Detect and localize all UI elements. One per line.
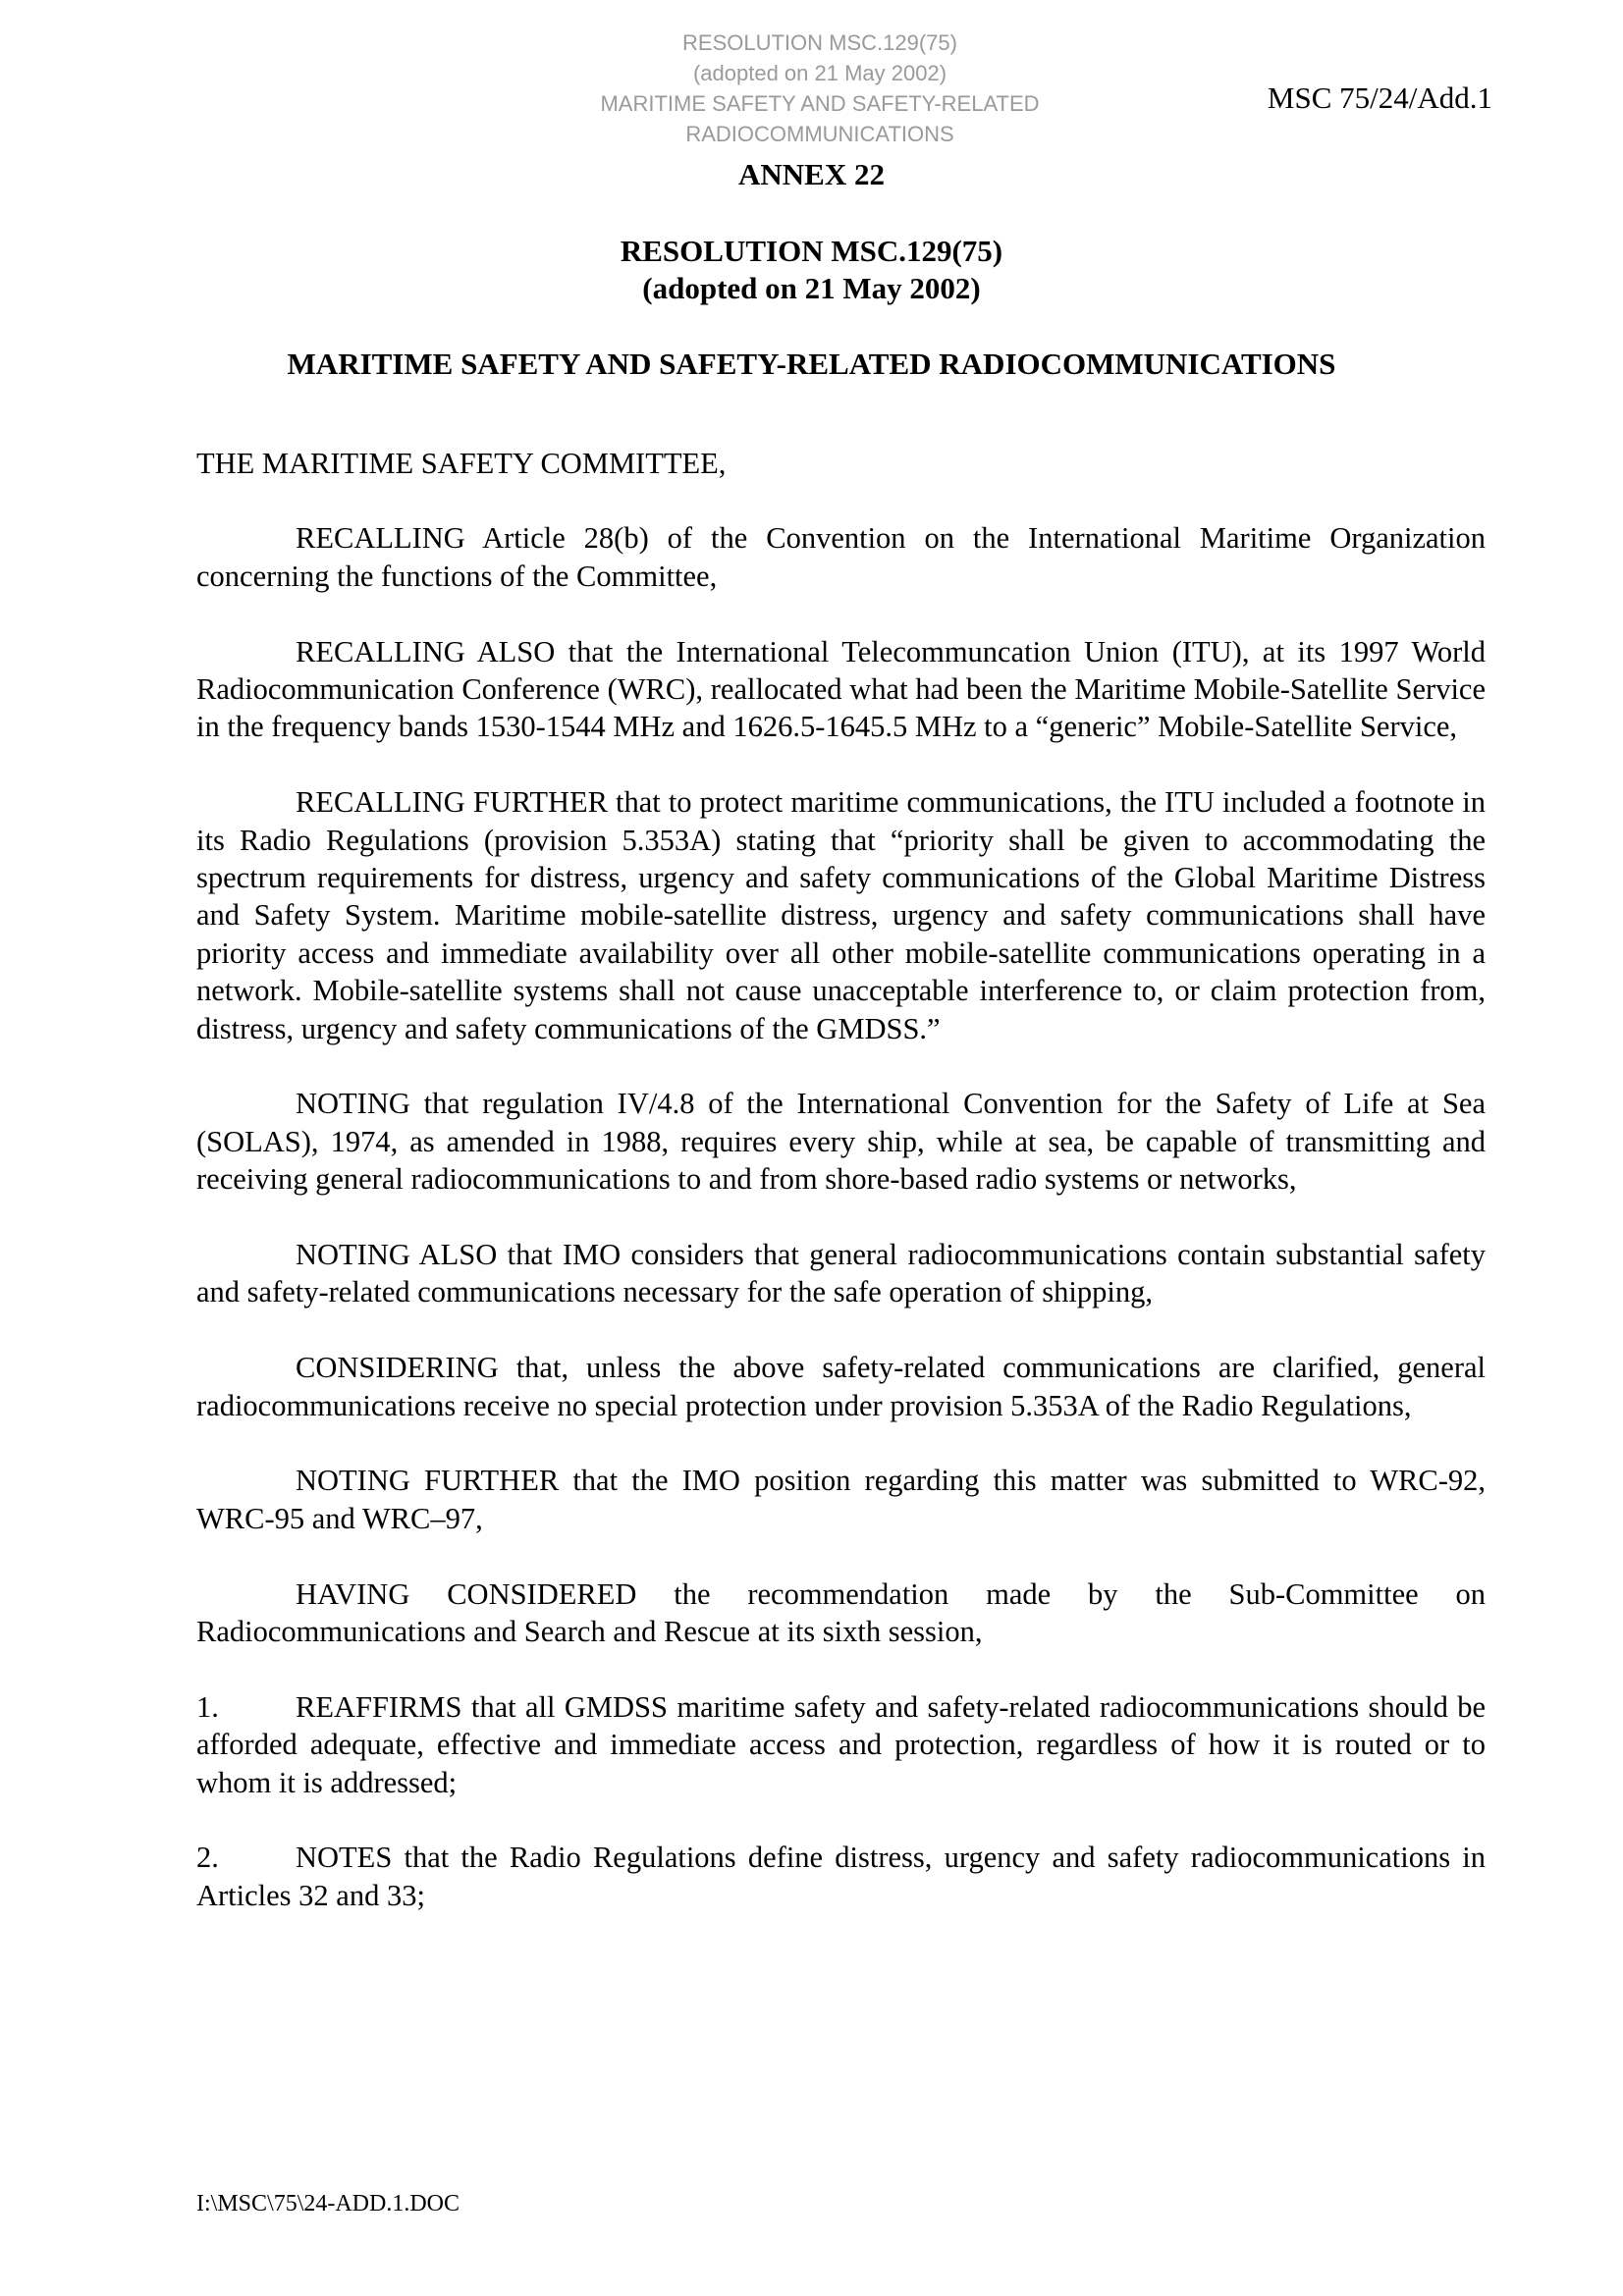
running-header-line: RESOLUTION MSC.129(75): [682, 30, 957, 55]
resolution-title: RESOLUTION MSC.129(75): [620, 234, 1003, 268]
preamble-paragraph: NOTING that regulation IV/4.8 of the International Convention for the Safety of Life at Sea (SOLAS), 1974, as amended in 1988, requires every ship, while at sea, be capable of transmitting and receiving general radiocommunications to and from shore-based radio systems or networks,: [196, 1087, 1486, 1197]
preamble-paragraph: RECALLING ALSO that the International Telecommuncation Union (ITU), at its 1997 World Radiocommunication Conference (WRC), reallocated what had been the Maritime Mobile-Satellite Service in the frequency bands 1530-1544 MHz and 1626.5-1645.5 MHz to a “generic” Mobile-Satellite Service,: [196, 634, 1486, 744]
paragraph-number: 2.: [196, 1841, 219, 1875]
footer-file-path: I:\MSC\75\24-ADD.1.DOC: [196, 2191, 460, 2216]
running-header-line: (adopted on 21 May 2002): [692, 61, 947, 85]
annex-title: ANNEX 22: [738, 157, 885, 191]
running-header-line: RADIOCOMMUNICATIONS: [685, 122, 954, 146]
document-reference: MSC 75/24/Add.1: [1267, 80, 1492, 115]
subject-title: MARITIME SAFETY AND SAFETY-RELATED RADIOCOMMUNICATIONS: [287, 347, 1336, 381]
running-header: [545, 27, 1095, 149]
preamble-paragraph: RECALLING Article 28(b) of the Convention on the International Maritime Organization concerning the functions of the Committee,: [196, 521, 1486, 593]
preamble-paragraph: NOTING FURTHER that the IMO position regarding this matter was submitted to WRC-92, WRC-95 and WRC–97,: [196, 1464, 1486, 1535]
preamble-paragraph: RECALLING FURTHER that to protect maritime communications, the ITU included a footnote in its Radio Regulations (provision 5.353A) stating that “priority shall be given to accommodating the spectrum requirements for distress, urgency and safety communications of the Global Maritime Distress and Safety System. Maritime mobile-satellite distress, urgency and safety communications shall have priority access and immediate availability over all other mobile-satellite communications operating in a network. Mobile-satellite systems shall not cause unacceptable interference to, or claim protection from, distress, urgency and safety communications of the GMDSS.”: [196, 785, 1486, 1045]
document-body: [196, 445, 1486, 1952]
operative-paragraph: [196, 1688, 1486, 1801]
paragraph-text: NOTES that the Radio Regulations define distress, urgency and safety radiocommunications in Articles 32 and 33;: [196, 1841, 1486, 1912]
committee-line: THE MARITIME SAFETY COMMITTEE,: [196, 447, 727, 480]
paragraph-text: REAFFIRMS that all GMDSS maritime safety and safety-related radiocommunications should be afforded adequate, effective and immediate access and protection, regardless of how it is routed or to whom it is addressed;: [196, 1689, 1486, 1799]
running-header-line: MARITIME SAFETY AND SAFETY-RELATED: [600, 91, 1040, 116]
paragraph-number: 1.: [196, 1689, 219, 1724]
preamble-paragraph: CONSIDERING that, unless the above safety-related communications are clarified, general radiocommunications receive no special protection under provision 5.353A of the Radio Regulations,: [196, 1351, 1486, 1422]
preamble-paragraph: HAVING CONSIDERED the recommendation made by the Sub-Committee on Radiocommunications and Search and Rescue at its sixth session,: [196, 1576, 1486, 1649]
adopted-date: (adopted on 21 May 2002): [642, 271, 981, 305]
operative-paragraph: [196, 1839, 1486, 1914]
preamble-paragraph: NOTING ALSO that IMO considers that general radiocommunications contain substantial safety and safety-related communications necessary for the safe operation of shipping,: [196, 1238, 1486, 1309]
